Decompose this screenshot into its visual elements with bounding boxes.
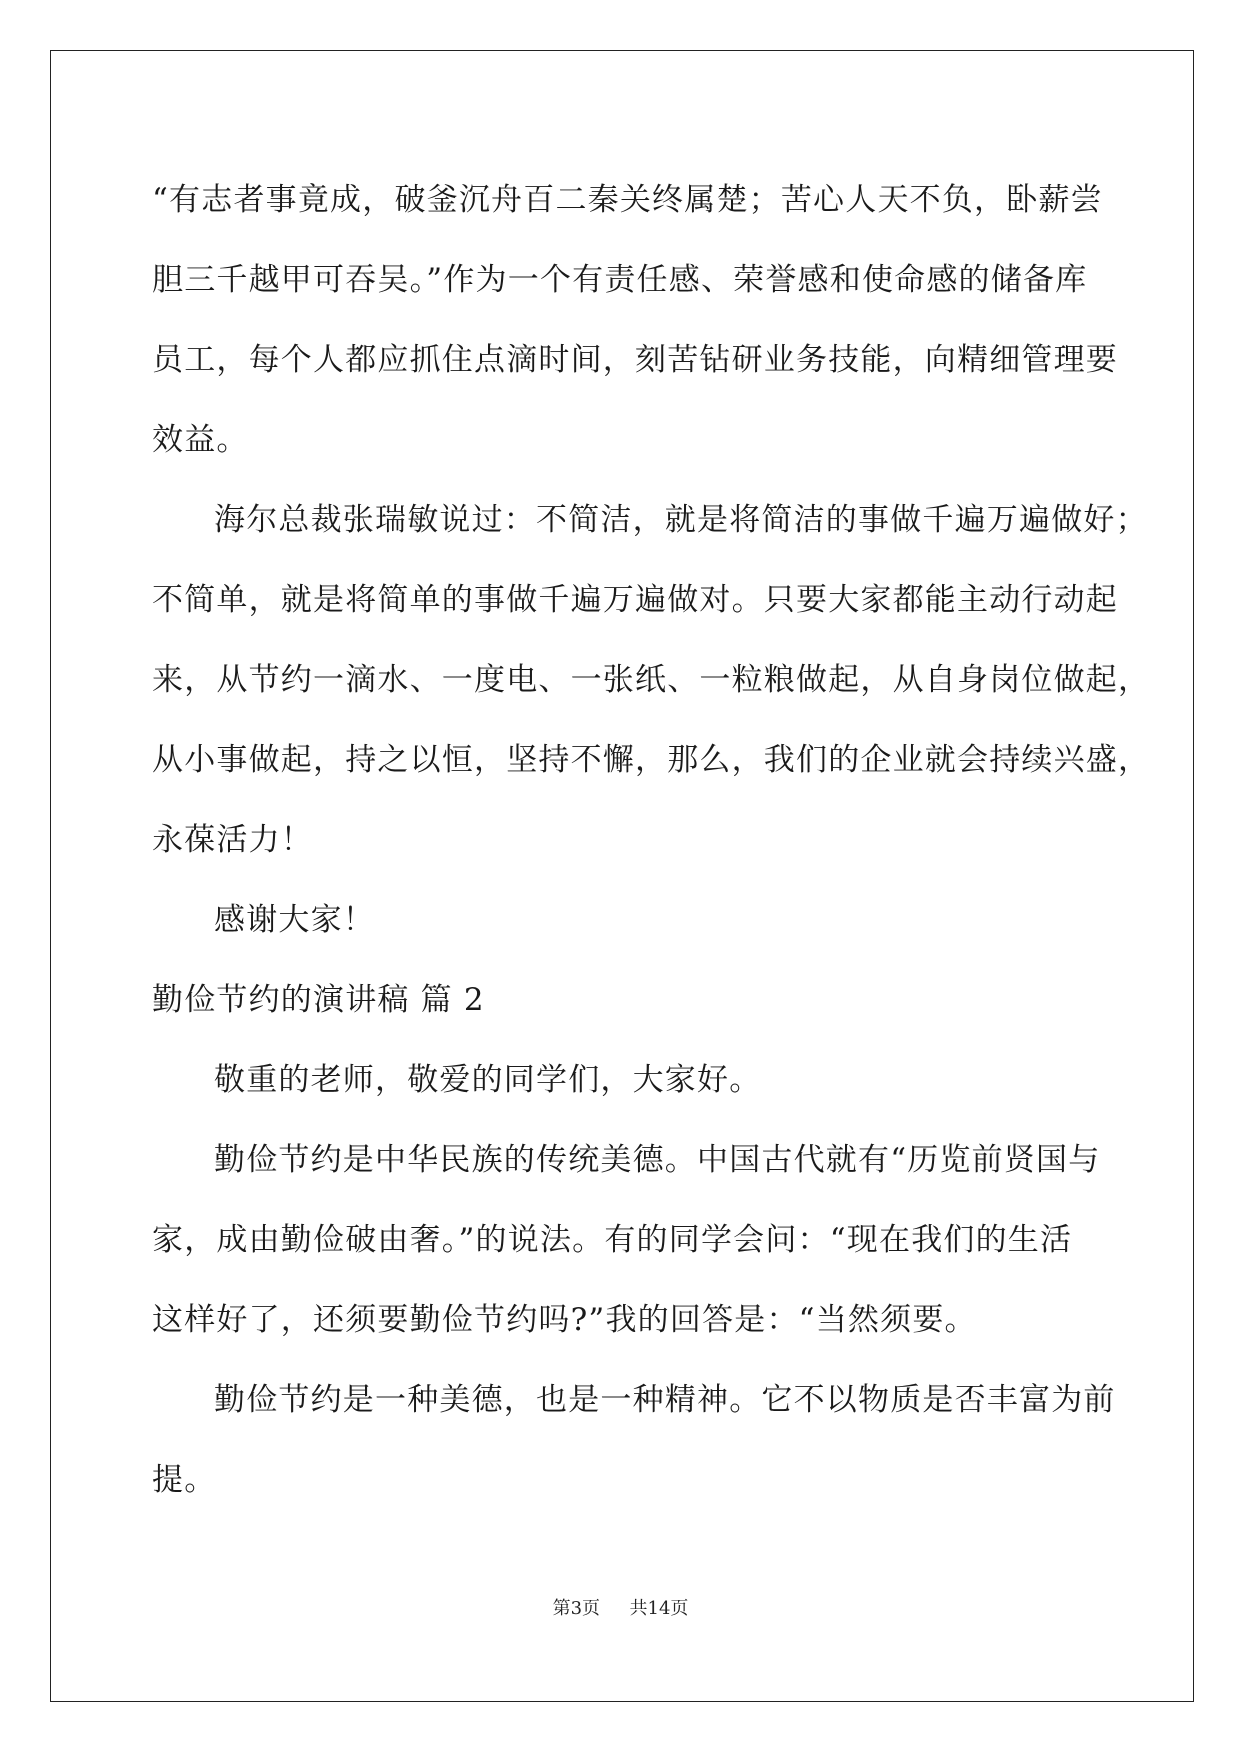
closing-line: 感谢大家！ <box>214 902 375 938</box>
body-line: 胆三千越甲可吞吴。”作为一个有责任感、荣誉感和使命感的储备库 <box>152 262 1088 298</box>
body-line: 效益。 <box>152 422 249 458</box>
body-line: 提。 <box>152 1462 217 1498</box>
body-line: 来，从节约一滴水、一度电、一张纸、一粒粮做起，从自身岗位做起， <box>152 662 1151 698</box>
body-line: 这样好了，还须要勤俭节约吗?”我的回答是：“当然须要。 <box>152 1302 977 1338</box>
body-line: 不简单，就是将简单的事做千遍万遍做对。只要大家都能主动行动起 <box>152 582 1118 618</box>
current-page-label: 第3页 <box>552 1598 601 1619</box>
total-pages-label: 共14页 <box>629 1598 689 1619</box>
document-body <box>152 160 1151 1520</box>
greeting-line: 敬重的老师，敬爱的同学们，大家好。 <box>214 1062 762 1098</box>
body-line: 从小事做起，持之以恒，坚持不懈，那么，我们的企业就会持续兴盛， <box>152 742 1151 778</box>
body-line: 永葆活力！ <box>152 822 313 858</box>
paragraph-start-line: 勤俭节约是中华民族的传统美德。中国古代就有“历览前贤国与 <box>214 1142 1101 1178</box>
page-footer <box>0 1594 1241 1620</box>
body-line: 员工，每个人都应抓住点滴时间，刻苦钻研业务技能，向精细管理要 <box>152 342 1118 378</box>
body-line: “有志者事竟成，破釜沉舟百二秦关终属楚；苦心人天不负，卧薪尝 <box>152 182 1103 218</box>
body-line: 家，成由勤俭破由奢。”的说法。有的同学会问：“现在我们的生活 <box>152 1222 1073 1258</box>
paragraph-start-line: 勤俭节约是一种美德，也是一种精神。它不以物质是否丰富为前 <box>214 1382 1116 1418</box>
section-heading: 勤俭节约的演讲稿 篇 2 <box>152 982 485 1018</box>
paragraph-start-line: 海尔总裁张瑞敏说过：不简洁，就是将简洁的事做千遍万遍做好； <box>214 502 1148 538</box>
